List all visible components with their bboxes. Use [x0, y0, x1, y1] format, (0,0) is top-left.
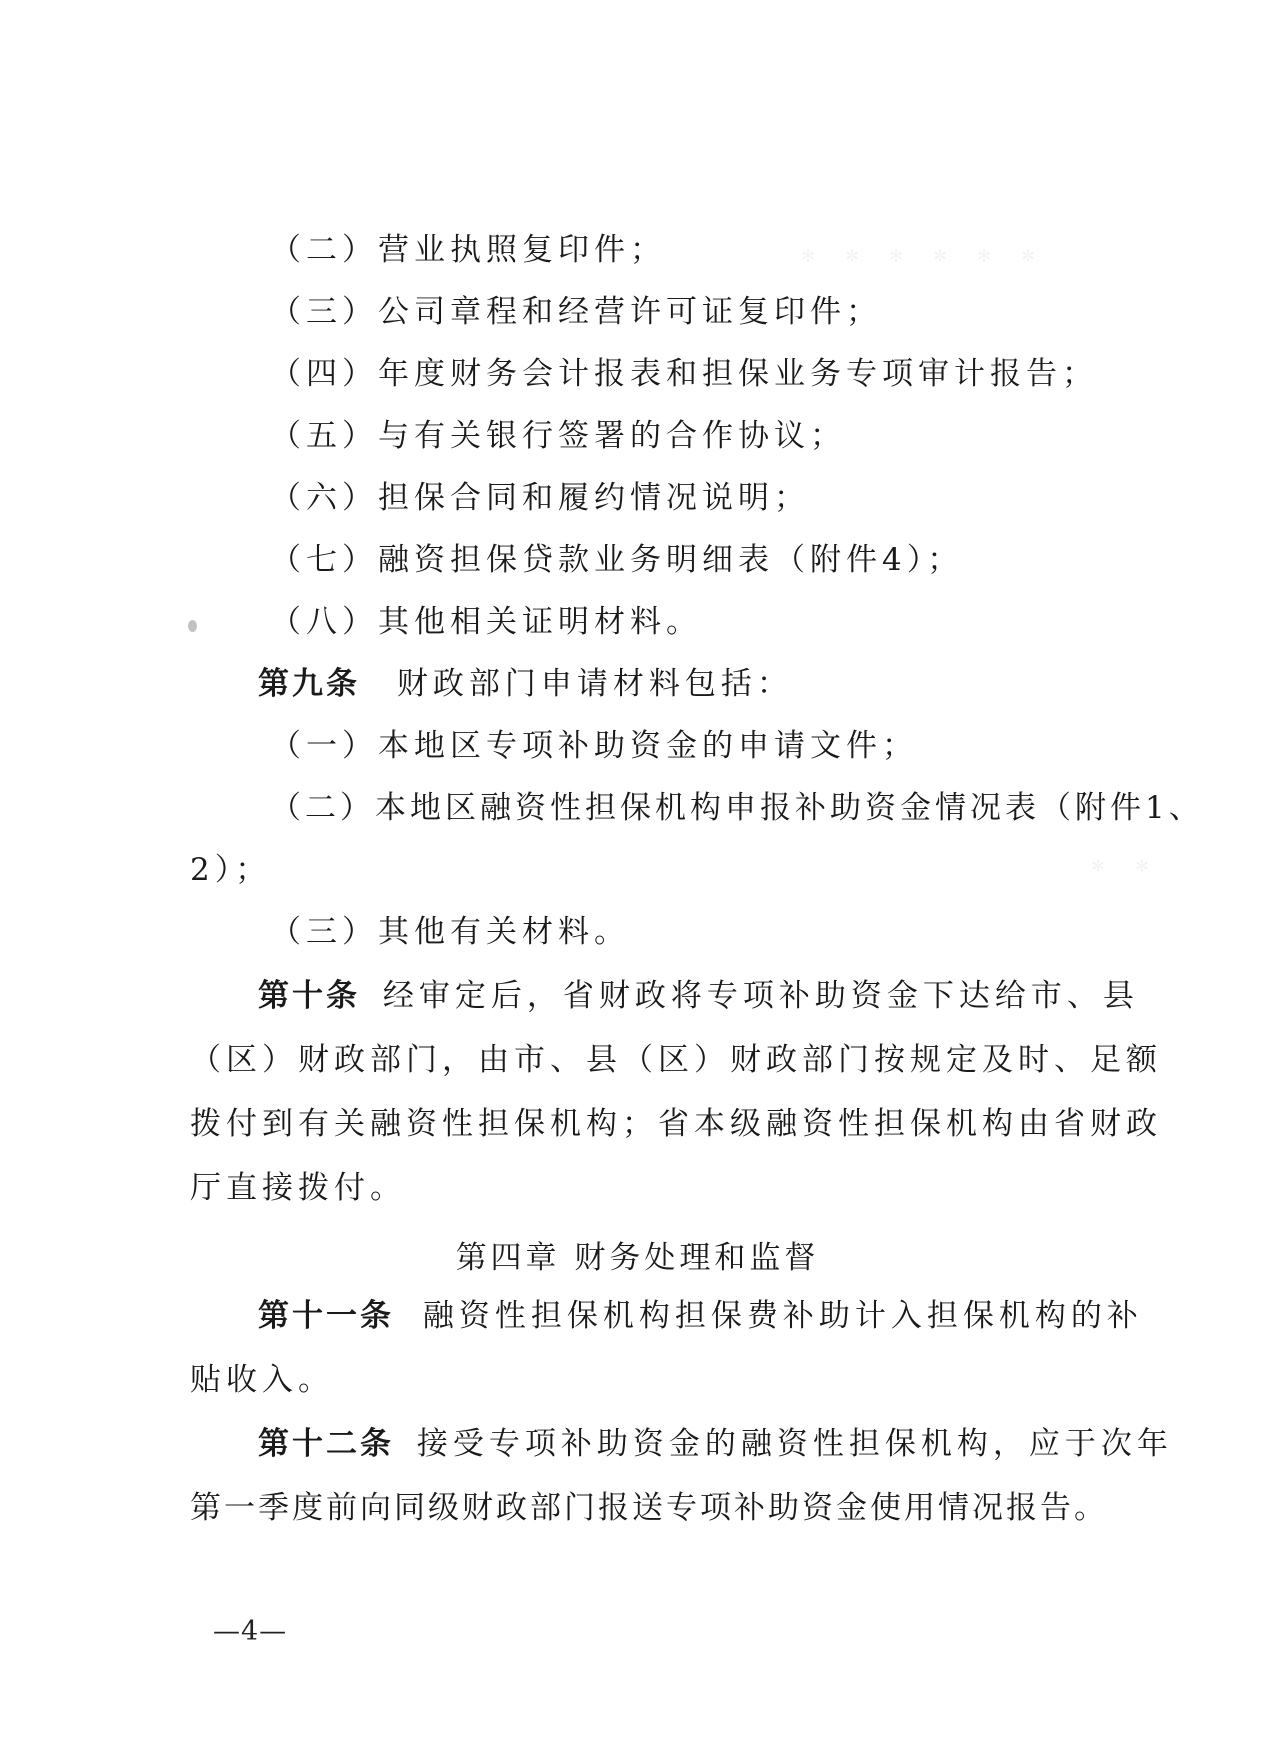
scan-speck — [188, 620, 197, 632]
article-9-item: （三）其他有关材料。 — [270, 914, 630, 950]
article-10-line: 拨付到有关融资性担保机构；省本级融资性担保机构由省财政 — [190, 1106, 1162, 1142]
item-financial-report: （四）年度财务会计报表和担保业务专项审计报告； — [270, 356, 1098, 392]
article-9-line — [258, 664, 793, 704]
article-11-line: 贴收入。 — [190, 1362, 334, 1398]
article-12-text: 接受专项补助资金的融资性担保机构，应于次年 — [416, 1426, 1173, 1462]
show-through-text: ﹡﹡ — [1080, 848, 1169, 889]
article-11-label: 第十一条 — [258, 1298, 394, 1334]
article-12-line — [258, 1424, 1173, 1464]
article-10-line: 厅直接拨付。 — [190, 1170, 406, 1206]
article-10-text: 经审定后，省财政将专项补助资金下达给市、县 — [382, 978, 1139, 1014]
article-9-item: （二）本地区融资性担保机构申报补助资金情况表（附件1、 — [270, 790, 1204, 826]
article-12-line: 第一季度前向同级财政部门报送专项补助资金使用情况报告。 — [190, 1490, 1108, 1526]
item-articles-license: （三）公司章程和经营许可证复印件； — [270, 294, 882, 330]
article-9-label: 第九条 — [258, 666, 360, 702]
item-business-license: （二）营业执照复印件； — [270, 232, 666, 268]
item-bank-agreement: （五）与有关银行签署的合作协议； — [270, 418, 846, 454]
item-other-proof: （八）其他相关证明材料。 — [270, 604, 702, 640]
article-12-label: 第十二条 — [258, 1426, 394, 1462]
article-9-text: 财政部门申请材料包括： — [396, 666, 793, 702]
article-10-line: （区）财政部门，由市、县（区）财政部门按规定及时、足额 — [190, 1042, 1162, 1078]
item-guarantee-contract: （六）担保合同和履约情况说明； — [270, 480, 810, 516]
article-10-line — [258, 976, 1139, 1016]
article-9-item-continued: 2）； — [190, 852, 272, 888]
article-9-item: （一）本地区专项补助资金的申请文件； — [270, 728, 918, 764]
article-10-label: 第十条 — [258, 978, 360, 1014]
page-number: —4— — [213, 1616, 288, 1647]
chapter-heading: 第四章 财务处理和监督 — [455, 1240, 820, 1276]
article-11-line — [258, 1296, 1143, 1336]
article-11-text: 融资性担保机构担保费补助计入担保机构的补 — [422, 1298, 1143, 1334]
item-loan-detail: （七）融资担保贷款业务明细表（附件4）； — [270, 542, 964, 578]
show-through-text: ﹡﹡﹡﹡﹡﹡ — [790, 238, 1055, 279]
